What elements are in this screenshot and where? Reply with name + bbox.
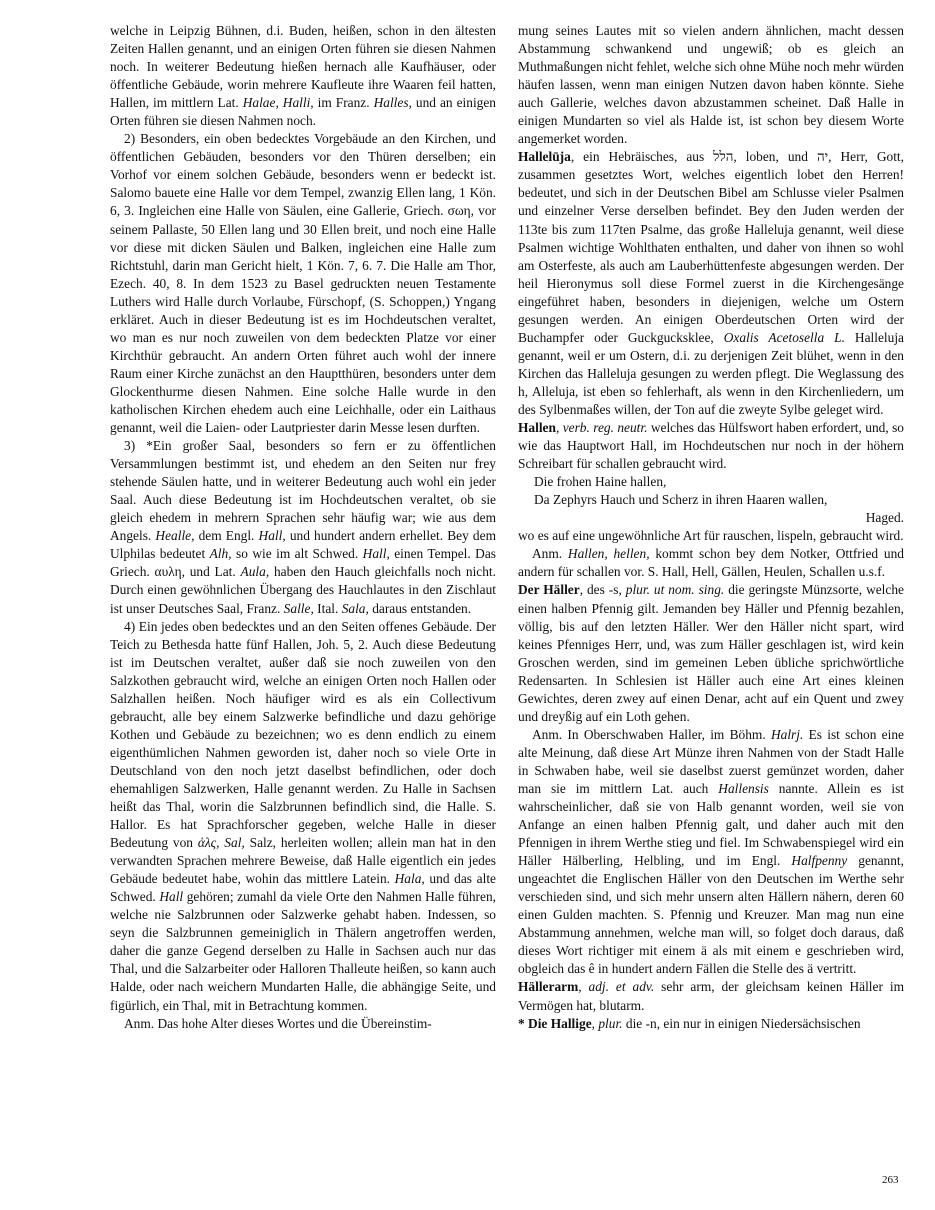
entry-haller (518, 581, 904, 725)
text-run: einen Tempel. Das Griech. αυλη, und Lat. (110, 546, 496, 580)
entry-headword: Hallen (518, 420, 556, 436)
paragraph-sense-3 (110, 437, 496, 617)
paragraph-sense-4 (110, 618, 496, 1015)
italic-term: Healle, (155, 528, 195, 544)
text-run: sehr arm, der gleichsam keinen Häller im Vermögen hat, blutarm. (518, 979, 904, 1013)
verse-author: Haged. (865, 510, 904, 526)
entry-halleluja (518, 148, 904, 419)
italic-term: Hall (159, 889, 184, 905)
text-run: Halleluja genannt, weil er um Ostern, d.i. zu derjenigen Zeit blühet, wenn in den Kirchen das Halleluja gesungen zu werden pflegt. Die Weglassung des h, Alleluja, ist eben so fehlerhaft, als wenn in den Kirchenliedern, um des Sylbenmaßes willen, der Ton auf die zweyte Sylbe geleget wird. (518, 329, 904, 417)
paragraph-halle-continued (110, 22, 496, 130)
text-run: Anm. (532, 546, 568, 562)
entry-headword: Hallelūja (518, 149, 571, 165)
right-column (518, 22, 904, 1033)
text-run: , des -s, (579, 582, 626, 598)
entry-hallen (518, 419, 904, 473)
text-run: genannt, ungeachtet die Englischen Häller von den Deutschen im Werthe sehr verschieden sind, und sich mehr unsern alten Hällern nähern, deren 60 einen Gulden machten. S. Pfennig und Kreuzer. Man mag nun eine Abstammung annehmen, welche man will, so folget doch daraus, daß dieses Wort richtiger mit einem ä als mit einem e geschrieben wird, obgleich das ê in hundert andern Fällen die Stelle des ä vertritt. (518, 853, 904, 977)
text-run: , (591, 1015, 599, 1031)
text-run: und an einigen Orten führen sie diesen Nahmen noch. (110, 95, 497, 129)
italic-term: Hall, (362, 546, 390, 562)
paragraph-anm-haller (518, 726, 904, 979)
paragraph-anm-start: Anm. Das hohe Alter dieses Wortes und die Übereinstim- (124, 1015, 432, 1031)
italic-term: Salle, (283, 600, 314, 616)
italic-term: Aula, (240, 564, 270, 580)
italic-term: ἁλς, Sal, (197, 835, 245, 851)
text-run: die -n, ein nur in einigen Niedersächsischen (622, 1015, 861, 1031)
text-run: kommt schon bey dem Notker, Ottfried und andern für schallen vor. S. Hall, Hell, Gällen, Heulen, Schallen u.s.f. (518, 546, 904, 580)
paragraph-after-verse: wo es auf eine ungewöhnliche Art für rauschen, lispeln, gebraucht wird. (518, 528, 904, 544)
italic-grammar: , verb. reg. neutr. (555, 420, 648, 436)
text-run: dem Engl. (194, 528, 259, 544)
text-run: Ital. (313, 600, 342, 616)
italic-grammar: plur. (598, 1015, 623, 1031)
paragraph-anm-continued: mung seines Lautes mit so vielen andern ähnlichen, macht dessen Abstammung schwankend und ungewiß; ob es gleich an Muthmaßungen nicht fehlet, welche sich ohne Mühe noch mehr würden häufen lassen, wenn man einigen Nutzen davon haben könnte. Siehe auch Gallerie, welches davon abzustammen scheinet. Daß Halle in einigen Mundarten so viel als Halde ist, ist schon bey diesem Worte angemerket worden. (518, 23, 904, 147)
entry-headword: Der Häller (518, 582, 580, 598)
text-run: die geringste Münzsorte, welche einen halben Pfennig gilt. Jemanden bey Häller und Pfennig bezahlen, völlig, bis auf den letzten Häller. Wer den Häller nicht spart, wird keines Pfenniges Herr, und, was zum Häller geschlagen ist, wird kein Groschen werden, sind im gemeinen Leben übliche sprichwörtliche Redensarten. In Schlesien ist Häller auch eine Art eines kleinen Gewichtes, deren zwey auf einen Denar, acht auf ein Quent und zwey und dreyßig auf ein Loth gehen. (518, 582, 904, 724)
text-run: gehören; zumahl da viele Orte den Nahmen Halle führen, welche nie Salzbrunnen oder Salzwerke gehabt haben. Indessen, so seyn die Salzbrunnen gemeiniglich in Thälern angetroffen werden, daher die ganze Gegend derselben zu Halle in Sachsen auch nur das Thal, und die Salzarbeiter oder Halloren Thalleute heißen, so kann auch Halde, oder nach weichern Mundarten Halle, die abhängige Seite, und figürlich, ein Thal, mit in Betrachtung kommen. (110, 889, 497, 1013)
text-run: nannte. Allein es ist wahrscheinlicher, daß sie von Halb genannt worden, weil sie von Anfange an einen halben Pfennig galt, und daher auch mit den Pfennigen in ihrem Werthe stieg und fiel. Im Schwabenspiegel wird ein Häller Hälberling, Helbling, und im Engl. (518, 780, 905, 869)
italic-term: Oxalis Acetosella L. (723, 329, 845, 345)
text-run: , ein Hebräisches, aus הלל, loben, und יה, Herr, Gott, zusammen gesetztes Wort, welches eigentlich lobet den Herren! bedeutet, und sich in der Deutschen Bibel am Schlusse vieler Psalmen und einzelner Verse derselben befindet. Bey den Juden werden der 113te bis zum 117ten Psalme, das große Halleluja genannt, weil diese Psalmen wichtige Wohlthaten enthalten, und daher von ihnen so wohl am Osterfeste, als auch am Lauberhüttenfeste abgesungen werden. Der heil Hieronymus soll diese Formel zuerst in die Kirchengesänge eingeführet haben, besonders in diejenigen, welche um Ostern gesungen werden. An einigen Oberdeutschen Orten wird der Buchampfer oder Guckgucksklee, (518, 149, 904, 345)
text-run: welche in Leipzig Bühnen, d.i. Buden, heißen, schon in den ältesten Zeiten Hallen genannt, und an einigen Orten führen sie diesen Nahmen noch. In weiterer Bedeutung hießen hernach alle Kaufhäuser, oder öffentliche Gebäude, worin mehrere Kaufleute ihre Waaren feil hatten, Hallen, im mittlern Lat. (110, 23, 496, 111)
verse-line-1: Die frohen Haine hallen, (534, 474, 667, 490)
page-number: 263 (882, 1174, 899, 1186)
text-run: Salz, herleiten wollen; allein man hat in den verwandten Sprachen mehrere Beweise, daß Halle eigentlich ein jedes Gebäude bedeutet habe, wohin das mittlere Latein. (110, 835, 496, 887)
left-column (110, 22, 496, 1033)
italic-term: Hallensis (718, 780, 769, 796)
text-run: welches das Hülfswort haben erfordert, und, so wie das Hauptwort Hall, im Hochdeutschen nur noch in der höhern Schreibart für schallen gebraucht wird. (518, 420, 904, 472)
paragraph-sense-2: 2) Besonders, ein oben bedecktes Vorgebäude an den Kirchen, und öffentlichen Gebäuden, besonders vor den Thüren derselben; ein Vorhof vor einem solchen Gebäude, besonders wenn er bedeckt ist. Salomo bauete eine Halle vor dem Tempel, zwanzig Ellen lang, 1 Kön. 6, 3. Ingleichen eine Halle von Säulen, eine Gallerie, Griech. σωη, vor seinem Pallaste, 50 Ellen lang und 30 Ellen breit, und noch eine Halle vor diese mit dicken Säulen und Balken, ingleichen eine Halle zum Richtstuhl, darin man Gericht hielt, 1 Kön. 7, 6. 7. Die Halle am Thor, Ezech. 40, 8. In dem 1523 zu Basel gedruckten neuen Testamente Luthers wird Halle durch Vorlaube, Fürschopf, (S. Schoppen,) Yngang erkläret. Auch in dieser Bedeutung ist es im Hochdeutschen veraltet, wo man es nur noch zuweilen von dem bedeckten Platze vor einer Kirchthür gebraucht. An andern Orten führet auch wohl der innere Raum einer Kirche zunächst an den Hauptthüren, besonders unter dem Glockenthurme diesen Nahmen. Eine solche Halle wurde in den katholischen Kirchen ehedem auch eine Leichhalle, oder ein Laithaus genannt, weil die Laien- oder Lautpriester darin Messe lesen durften. (110, 131, 496, 436)
italic-term: Hallen, hellen, (567, 546, 650, 562)
italic-grammar: plur. ut nom. sing. (625, 582, 725, 598)
italic-latin: Halae, Halli, (242, 95, 314, 111)
text-run: so wie im alt Schwed. (231, 546, 363, 562)
entry-hallerarm (518, 978, 904, 1014)
paragraph-anm-hallen (518, 545, 904, 581)
text-run: Anm. In Oberschwaben Haller, im Böhm. (532, 726, 771, 742)
text-run: 3) *Ein großer Saal, besonders so fern er zu öffentlichen Versammlungen bestimmt ist, und ehedem an den Seiten nur frey stehende Säulen hatte, und in weiterer Bedeutung auch wohl ein jeder Saal. Auch diese Bedeutung ist im Hochdeutschen veraltet, ob sie gleich ehedem in mehrern Sprachen sehr häufig war; wie aus dem Angels. (110, 438, 496, 544)
verse-line-2: Da Zephyrs Hauch und Scherz in ihren Haaren wallen, (534, 492, 828, 508)
italic-term: Alh, (209, 546, 232, 562)
italic-french: Halles, (373, 95, 412, 111)
italic-term: Halfpenny (791, 853, 848, 869)
entry-headword: * Die Hallige (518, 1015, 592, 1031)
text-run: im Franz. (313, 95, 374, 111)
italic-term: Sala, (341, 600, 369, 616)
text-run: daraus entstanden. (368, 600, 472, 616)
entry-headword: Hällerarm (518, 979, 579, 995)
text-run: und das alte Schwed. (110, 871, 496, 905)
text-run: Es ist schon eine alte Meinung, daß diese Art Münze ihren Nahmen von der Stadt Halle in Schwaben habe, weil sie daselbst zuerst gemünzet worden, daher man sie im mittlern Lat. auch (518, 726, 904, 796)
text-run: und hundert andern erhellet. Bey dem Ulphilas bedeutet (110, 528, 496, 562)
italic-term: Hall, (258, 528, 286, 544)
italic-grammar: , adj. et adv. (578, 979, 655, 995)
text-run: 4) Ein jedes oben bedecktes und an den Seiten offenes Gebäude. Der Teich zu Bethesda hatte fünf Hallen, Joh. 5, 2. Auch diese Bedeutung ist im Deutschen veraltet, außer daß sie noch zuweilen von den Salzkothen gebraucht wird, welche an einigen Orten noch Hallen oder Salzhallen heißen. Noch häufiger wird es als ein Collectivum gebraucht, alle bey einem Salzwerke befindliche und dazu gehörige Kothen und Gebäude zu bezeichnen; wo es denn endlich zu einem eigenthümlichen Nahmen geworden ist, daher noch so viele Orte in Deutschland von den noch jetzt daselbst befindlichen, oder doch ehemahligen Salzwerken, Halle genannt werden. Zu Halle in Sachsen heißt das Thal, worin die Salzbrunnen befindlich sind, die Halle. S. Hallor. Es hat Sprachforscher gegeben, welche Halle in dieser Bedeutung von (110, 618, 496, 851)
italic-term: Halrj. (770, 726, 804, 742)
italic-term: Hala, (394, 871, 425, 887)
entry-hallige (518, 1015, 904, 1033)
text-run: haben den Hauch gleichfalls noch nicht. Durch einen gewöhnlichen Übergang des Hauchlautes in den Zischlaut ist unser Deutsches Saal, Franz. (110, 564, 496, 616)
